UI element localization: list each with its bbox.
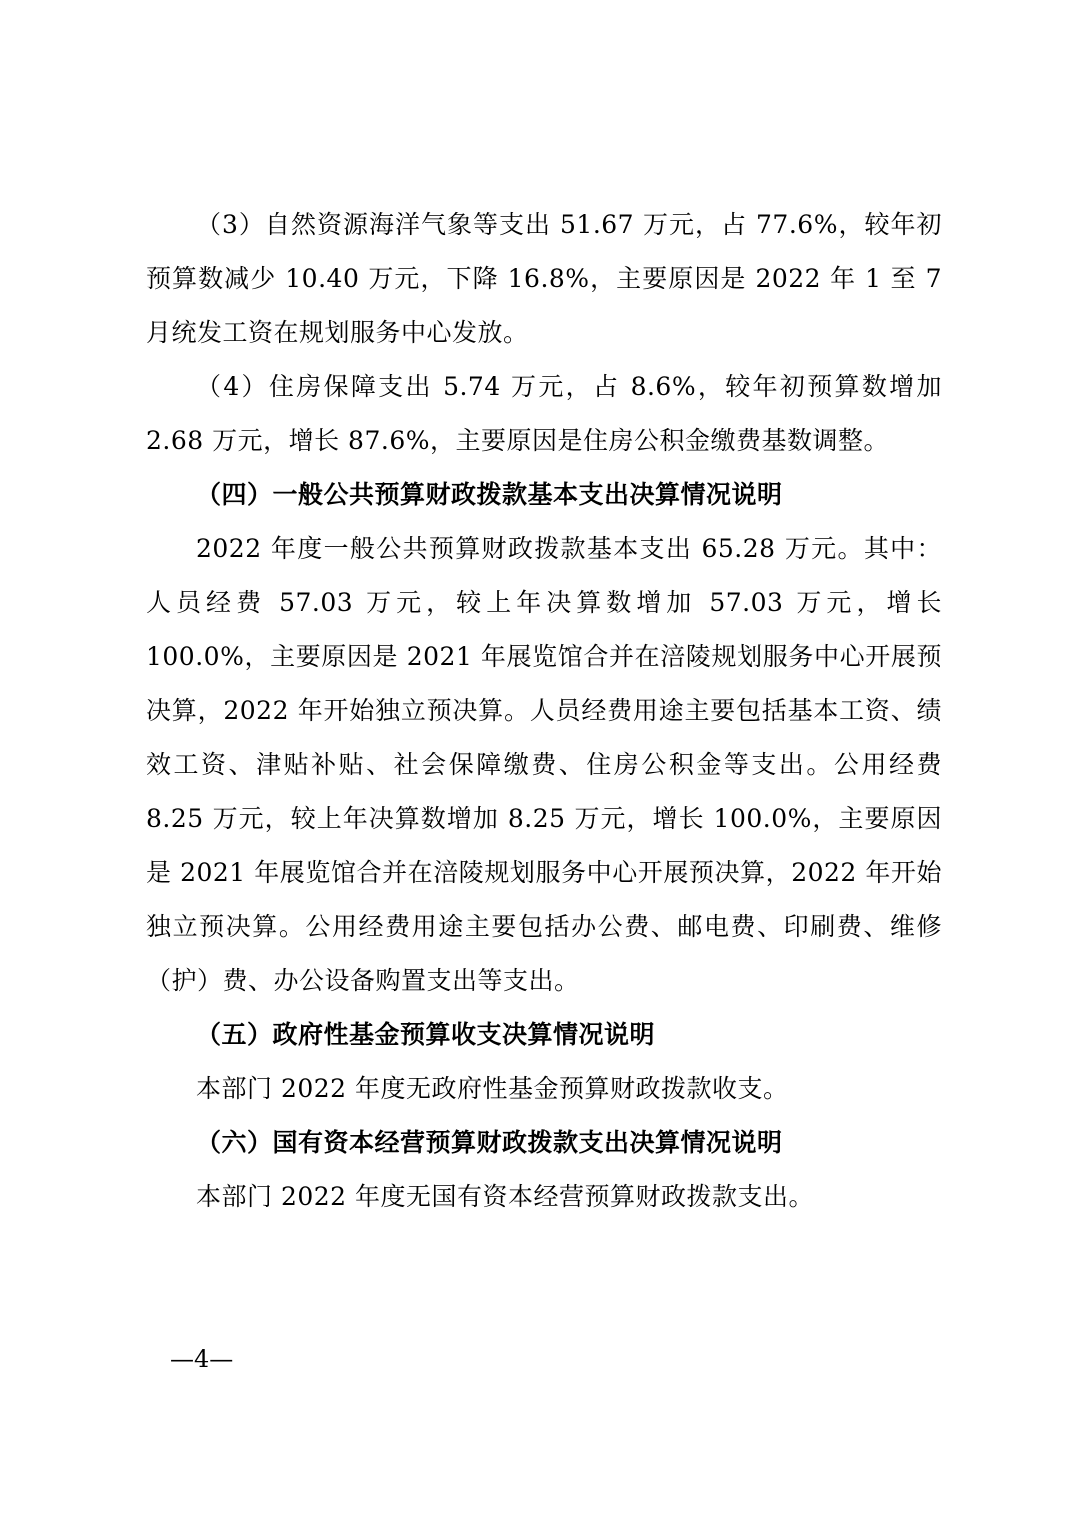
document-body: [146, 198, 942, 1224]
paragraph-natural-resources-expenditure: （3）自然资源海洋气象等支出 51.67 万元，占 77.6%，较年初预算数减少 10.40 万元，下降 16.8%，主要原因是 2022 年 1 至 7 月统发工资在规划服务中心发放。: [146, 210, 942, 347]
paragraph-government-fund: 本部门 2022 年度无政府性基金预算财政拨款收支。: [196, 1074, 789, 1103]
section-heading-basic-expenditure: （四）一般公共预算财政拨款基本支出决算情况说明: [196, 480, 783, 509]
page-number: —4—: [170, 1345, 234, 1373]
paragraph-state-capital: 本部门 2022 年度无国有资本经营预算财政拨款支出。: [196, 1182, 815, 1211]
paragraph-basic-expenditure: 2022 年度一般公共预算财政拨款基本支出 65.28 万元。其中：人员经费 57.03 万元，较上年决算数增加 57.03 万元，增长 100.0%，主要原因是 2021 年展览馆合并在涪陵规划服务中心开展预决算，2022 年开始独立预决算。人员经费用途主要包括基本工资、绩效工资、津贴补贴、社会保障缴费、住房公积金等支出。公用经费 8.25 万元，较上年决算数增加 8.25 万元，增长 100.0%，主要原因是 2021 年展览馆合并在涪陵规划服务中心开展预决算，2022 年开始独立预决算。公用经费用途主要包括办公费、邮电费、印刷费、维修（护）费、办公设备购置支出等支出。: [146, 534, 942, 995]
section-heading-government-fund: （五）政府性基金预算收支决算情况说明: [196, 1020, 656, 1049]
section-heading-state-capital: （六）国有资本经营预算财政拨款支出决算情况说明: [196, 1128, 783, 1157]
paragraph-housing-expenditure: （4）住房保障支出 5.74 万元，占 8.6%，较年初预算数增加 2.68 万元，增长 87.6%，主要原因是住房公积金缴费基数调整。: [146, 372, 942, 455]
